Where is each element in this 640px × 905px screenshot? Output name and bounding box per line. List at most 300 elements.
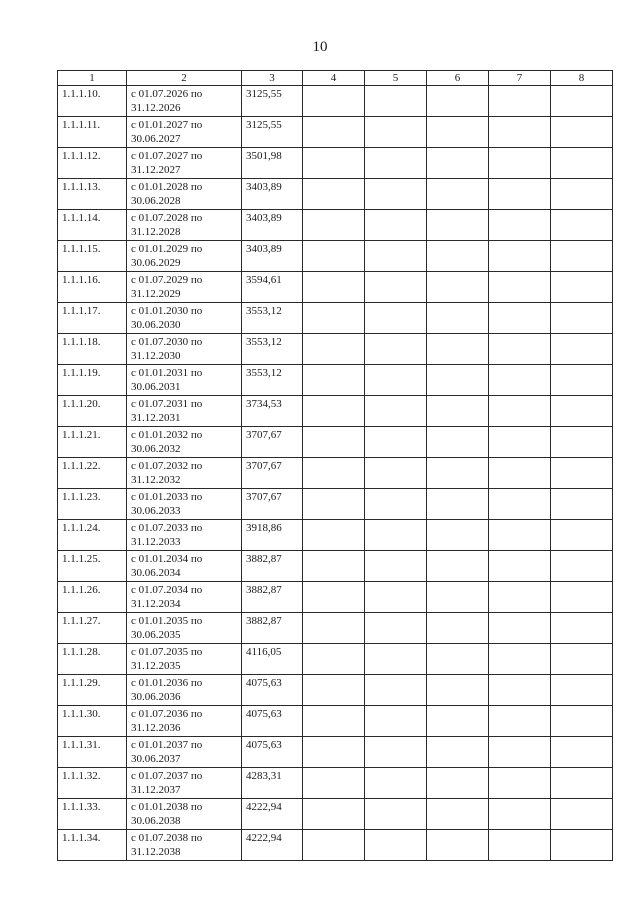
tariff-value: 3594,61 [246,274,282,286]
empty-cell-col-7 [489,458,551,489]
empty-cell-col-6 [427,427,489,458]
row-number-cell [58,303,127,334]
empty-cell-col-6 [427,86,489,117]
value-cell [242,334,303,365]
period-end: 31.12.2030 [131,350,181,362]
empty-cell-col-7 [489,799,551,830]
row-number: 1.1.1.11. [62,119,101,131]
period-end: 31.12.2029 [131,288,181,300]
empty-cell-col-6 [427,458,489,489]
empty-cell-col-7 [489,706,551,737]
row-number: 1.1.1.22. [62,460,101,472]
row-number-cell [58,706,127,737]
empty-cell-col-8 [551,799,613,830]
empty-cell-col-5 [365,179,427,210]
row-number: 1.1.1.15. [62,243,101,255]
value-cell [242,86,303,117]
row-number-cell [58,768,127,799]
period-end: 31.12.2033 [131,536,181,548]
table-row [58,210,613,241]
row-number: 1.1.1.28. [62,646,101,658]
empty-cell-col-7 [489,365,551,396]
empty-cell-col-7 [489,582,551,613]
empty-cell-col-6 [427,675,489,706]
table-row [58,644,613,675]
empty-cell-col-6 [427,520,489,551]
empty-cell-col-5 [365,799,427,830]
period-cell [127,458,242,489]
empty-cell-col-8 [551,458,613,489]
tariff-value: 3882,87 [246,615,282,627]
empty-cell-col-4 [303,830,365,861]
value-cell [242,303,303,334]
empty-cell-col-8 [551,706,613,737]
empty-cell-col-4 [303,86,365,117]
empty-cell-col-8 [551,737,613,768]
empty-cell-col-5 [365,489,427,520]
tariff-value: 3553,12 [246,305,282,317]
table-row [58,272,613,303]
period-start: с 01.01.2028 по [131,181,203,193]
empty-cell-col-4 [303,334,365,365]
empty-cell-col-8 [551,830,613,861]
period-cell [127,86,242,117]
period-cell [127,551,242,582]
empty-cell-col-4 [303,241,365,272]
row-number: 1.1.1.25. [62,553,101,565]
tariff-value: 3707,67 [246,491,282,503]
table-row [58,396,613,427]
period-end: 30.06.2036 [131,691,181,703]
empty-cell-col-5 [365,148,427,179]
period-end: 30.06.2034 [131,567,181,579]
period-end: 30.06.2038 [131,815,181,827]
empty-cell-col-7 [489,117,551,148]
empty-cell-col-5 [365,241,427,272]
table-row [58,303,613,334]
row-number-cell [58,799,127,830]
period-end: 30.06.2033 [131,505,181,517]
period-end: 30.06.2037 [131,753,181,765]
value-cell [242,210,303,241]
period-start: с 01.01.2030 по [131,305,203,317]
tariff-value: 4222,94 [246,832,282,844]
period-cell [127,117,242,148]
period-start: с 01.01.2031 по [131,367,203,379]
row-number-cell [58,613,127,644]
tariff-value: 4283,31 [246,770,282,782]
tariff-value: 3553,12 [246,336,282,348]
header-cell-5: 5 [365,71,427,86]
empty-cell-col-4 [303,272,365,303]
empty-cell-col-8 [551,148,613,179]
header-cell-8: 8 [551,71,613,86]
period-cell [127,303,242,334]
value-cell [242,706,303,737]
empty-cell-col-4 [303,365,365,396]
empty-cell-col-7 [489,179,551,210]
empty-cell-col-4 [303,148,365,179]
value-cell [242,396,303,427]
empty-cell-col-8 [551,675,613,706]
empty-cell-col-4 [303,768,365,799]
row-number: 1.1.1.30. [62,708,101,720]
row-number: 1.1.1.19. [62,367,101,379]
table-row [58,706,613,737]
empty-cell-col-5 [365,117,427,148]
empty-cell-col-4 [303,303,365,334]
empty-cell-col-8 [551,551,613,582]
row-number-cell [58,489,127,520]
period-start: с 01.01.2034 по [131,553,203,565]
page-number: 10 [312,39,328,55]
period-start: с 01.07.2031 по [131,398,203,410]
value-cell [242,179,303,210]
period-cell [127,148,242,179]
row-number-cell [58,365,127,396]
period-start: с 01.07.2037 по [131,770,203,782]
empty-cell-col-7 [489,613,551,644]
row-number-cell [58,520,127,551]
empty-cell-col-5 [365,396,427,427]
tariff-value: 3125,55 [246,119,282,131]
empty-cell-col-8 [551,427,613,458]
tariff-value: 4075,63 [246,677,282,689]
empty-cell-col-8 [551,644,613,675]
empty-cell-col-6 [427,396,489,427]
value-cell [242,241,303,272]
period-start: с 01.01.2032 по [131,429,203,441]
empty-cell-col-7 [489,396,551,427]
empty-cell-col-6 [427,210,489,241]
value-cell [242,799,303,830]
table-row [58,179,613,210]
empty-cell-col-6 [427,799,489,830]
row-number-cell [58,737,127,768]
period-start: с 01.07.2030 по [131,336,203,348]
period-end: 31.12.2037 [131,784,181,796]
row-number-cell [58,675,127,706]
empty-cell-col-6 [427,272,489,303]
empty-cell-col-7 [489,768,551,799]
row-number: 1.1.1.24. [62,522,101,534]
value-cell [242,613,303,644]
table-row [58,768,613,799]
empty-cell-col-5 [365,334,427,365]
period-start: с 01.07.2036 по [131,708,203,720]
tariff-value: 3403,89 [246,243,282,255]
period-cell [127,520,242,551]
empty-cell-col-4 [303,489,365,520]
period-cell [127,675,242,706]
empty-cell-col-6 [427,706,489,737]
row-number-cell [58,458,127,489]
tariff-value: 4116,05 [246,646,282,658]
period-start: с 01.01.2038 по [131,801,203,813]
empty-cell-col-7 [489,520,551,551]
period-end: 31.12.2036 [131,722,181,734]
row-number: 1.1.1.13. [62,181,101,193]
empty-cell-col-4 [303,675,365,706]
period-cell [127,365,242,396]
empty-cell-col-5 [365,86,427,117]
tariff-value: 3707,67 [246,429,282,441]
row-number-cell [58,396,127,427]
empty-cell-col-6 [427,365,489,396]
period-start: с 01.07.2027 по [131,150,203,162]
row-number-cell [58,86,127,117]
table-row [58,613,613,644]
period-cell [127,706,242,737]
value-cell [242,520,303,551]
period-cell [127,768,242,799]
empty-cell-col-5 [365,675,427,706]
empty-cell-col-8 [551,768,613,799]
period-cell [127,737,242,768]
empty-cell-col-7 [489,675,551,706]
row-number-cell [58,241,127,272]
empty-cell-col-5 [365,737,427,768]
period-start: с 01.07.2028 по [131,212,203,224]
row-number: 1.1.1.18. [62,336,101,348]
period-cell [127,830,242,861]
row-number-cell [58,644,127,675]
empty-cell-col-4 [303,582,365,613]
empty-cell-col-4 [303,799,365,830]
row-number: 1.1.1.27. [62,615,101,627]
value-cell [242,117,303,148]
row-number-cell [58,582,127,613]
empty-cell-col-5 [365,427,427,458]
period-end: 31.12.2028 [131,226,181,238]
header-cell-4: 4 [303,71,365,86]
tariff-value: 4075,63 [246,708,282,720]
tariff-value: 3403,89 [246,181,282,193]
value-cell [242,272,303,303]
tariff-value: 3553,12 [246,367,282,379]
empty-cell-col-8 [551,117,613,148]
tariff-value: 3501,98 [246,150,282,162]
period-start: с 01.01.2037 по [131,739,203,751]
row-number: 1.1.1.29. [62,677,101,689]
period-end: 31.12.2027 [131,164,181,176]
tariff-value: 3707,67 [246,460,282,472]
period-cell [127,644,242,675]
row-number: 1.1.1.34. [62,832,101,844]
empty-cell-col-8 [551,582,613,613]
period-cell [127,241,242,272]
empty-cell-col-8 [551,489,613,520]
empty-cell-col-7 [489,737,551,768]
header-cell-7: 7 [489,71,551,86]
tariff-table-body [58,71,613,861]
empty-cell-col-6 [427,768,489,799]
table-row [58,737,613,768]
empty-cell-col-6 [427,644,489,675]
table-row [58,427,613,458]
period-start: с 01.01.2033 по [131,491,203,503]
empty-cell-col-7 [489,272,551,303]
row-number-cell [58,427,127,458]
period-start: с 01.07.2026 по [131,88,203,100]
empty-cell-col-8 [551,210,613,241]
empty-cell-col-6 [427,303,489,334]
period-end: 30.06.2027 [131,133,181,145]
period-end: 30.06.2031 [131,381,181,393]
table-row [58,551,613,582]
row-number: 1.1.1.14. [62,212,101,224]
table-row [58,799,613,830]
table-row [58,458,613,489]
period-end: 31.12.2035 [131,660,181,672]
row-number-cell [58,117,127,148]
empty-cell-col-8 [551,179,613,210]
table-row [58,520,613,551]
row-number: 1.1.1.33. [62,801,101,813]
empty-cell-col-5 [365,644,427,675]
header-cell-6: 6 [427,71,489,86]
empty-cell-col-4 [303,520,365,551]
table-row [58,241,613,272]
empty-cell-col-5 [365,582,427,613]
period-start: с 01.07.2034 по [131,584,203,596]
value-cell [242,644,303,675]
period-start: с 01.07.2029 по [131,274,203,286]
empty-cell-col-5 [365,272,427,303]
empty-cell-col-8 [551,365,613,396]
table-row [58,148,613,179]
tariff-value: 3734,53 [246,398,282,410]
table-row [58,117,613,148]
empty-cell-col-6 [427,148,489,179]
empty-cell-col-7 [489,334,551,365]
empty-cell-col-8 [551,520,613,551]
period-start: с 01.07.2032 по [131,460,203,472]
table-row [58,489,613,520]
period-end: 31.12.2026 [131,102,181,114]
tariff-value: 3882,87 [246,584,282,596]
empty-cell-col-5 [365,768,427,799]
empty-cell-col-5 [365,551,427,582]
row-number: 1.1.1.31. [62,739,101,751]
period-cell [127,613,242,644]
tariff-value: 3125,55 [246,88,282,100]
row-number: 1.1.1.16. [62,274,101,286]
empty-cell-col-6 [427,830,489,861]
tariff-table [57,70,613,861]
row-number-cell [58,210,127,241]
row-number: 1.1.1.20. [62,398,101,410]
header-cell-1: 1 [58,71,127,86]
period-end: 31.12.2031 [131,412,181,424]
empty-cell-col-5 [365,613,427,644]
period-end: 30.06.2030 [131,319,181,331]
value-cell [242,148,303,179]
tariff-value: 3918,86 [246,522,282,534]
empty-cell-col-8 [551,241,613,272]
empty-cell-col-6 [427,179,489,210]
period-cell [127,210,242,241]
empty-cell-col-5 [365,365,427,396]
period-start: с 01.01.2029 по [131,243,203,255]
empty-cell-col-6 [427,613,489,644]
empty-cell-col-4 [303,706,365,737]
period-cell [127,799,242,830]
empty-cell-col-5 [365,706,427,737]
empty-cell-col-6 [427,551,489,582]
period-end: 31.12.2034 [131,598,181,610]
period-cell [127,396,242,427]
row-number: 1.1.1.12. [62,150,101,162]
period-end: 30.06.2032 [131,443,181,455]
period-cell [127,427,242,458]
empty-cell-col-5 [365,830,427,861]
empty-cell-col-8 [551,272,613,303]
tariff-value: 4075,63 [246,739,282,751]
header-cell-3: 3 [242,71,303,86]
value-cell [242,830,303,861]
empty-cell-col-7 [489,303,551,334]
period-end: 31.12.2038 [131,846,181,858]
empty-cell-col-4 [303,427,365,458]
empty-cell-col-4 [303,396,365,427]
row-number: 1.1.1.10. [62,88,101,100]
empty-cell-col-5 [365,303,427,334]
period-cell [127,582,242,613]
period-cell [127,179,242,210]
table-row [58,86,613,117]
tariff-value: 3882,87 [246,553,282,565]
empty-cell-col-4 [303,458,365,489]
tariff-value: 3403,89 [246,212,282,224]
empty-cell-col-4 [303,737,365,768]
empty-cell-col-6 [427,241,489,272]
empty-cell-col-7 [489,551,551,582]
value-cell [242,737,303,768]
period-end: 30.06.2029 [131,257,181,269]
value-cell [242,675,303,706]
row-number: 1.1.1.17. [62,305,101,317]
value-cell [242,582,303,613]
empty-cell-col-6 [427,117,489,148]
empty-cell-col-8 [551,86,613,117]
period-start: с 01.01.2036 по [131,677,203,689]
empty-cell-col-4 [303,117,365,148]
empty-cell-col-7 [489,489,551,520]
empty-cell-col-7 [489,210,551,241]
value-cell [242,365,303,396]
empty-cell-col-7 [489,830,551,861]
empty-cell-col-5 [365,458,427,489]
table-row [58,365,613,396]
empty-cell-col-7 [489,148,551,179]
period-end: 31.12.2032 [131,474,181,486]
period-start: с 01.01.2027 по [131,119,203,131]
empty-cell-col-6 [427,737,489,768]
empty-cell-col-7 [489,86,551,117]
row-number-cell [58,551,127,582]
empty-cell-col-5 [365,520,427,551]
empty-cell-col-4 [303,179,365,210]
row-number: 1.1.1.26. [62,584,101,596]
period-start: с 01.07.2033 по [131,522,203,534]
empty-cell-col-7 [489,241,551,272]
value-cell [242,427,303,458]
tariff-value: 4222,94 [246,801,282,813]
empty-cell-col-7 [489,644,551,675]
period-start: с 01.07.2038 по [131,832,203,844]
empty-cell-col-8 [551,396,613,427]
